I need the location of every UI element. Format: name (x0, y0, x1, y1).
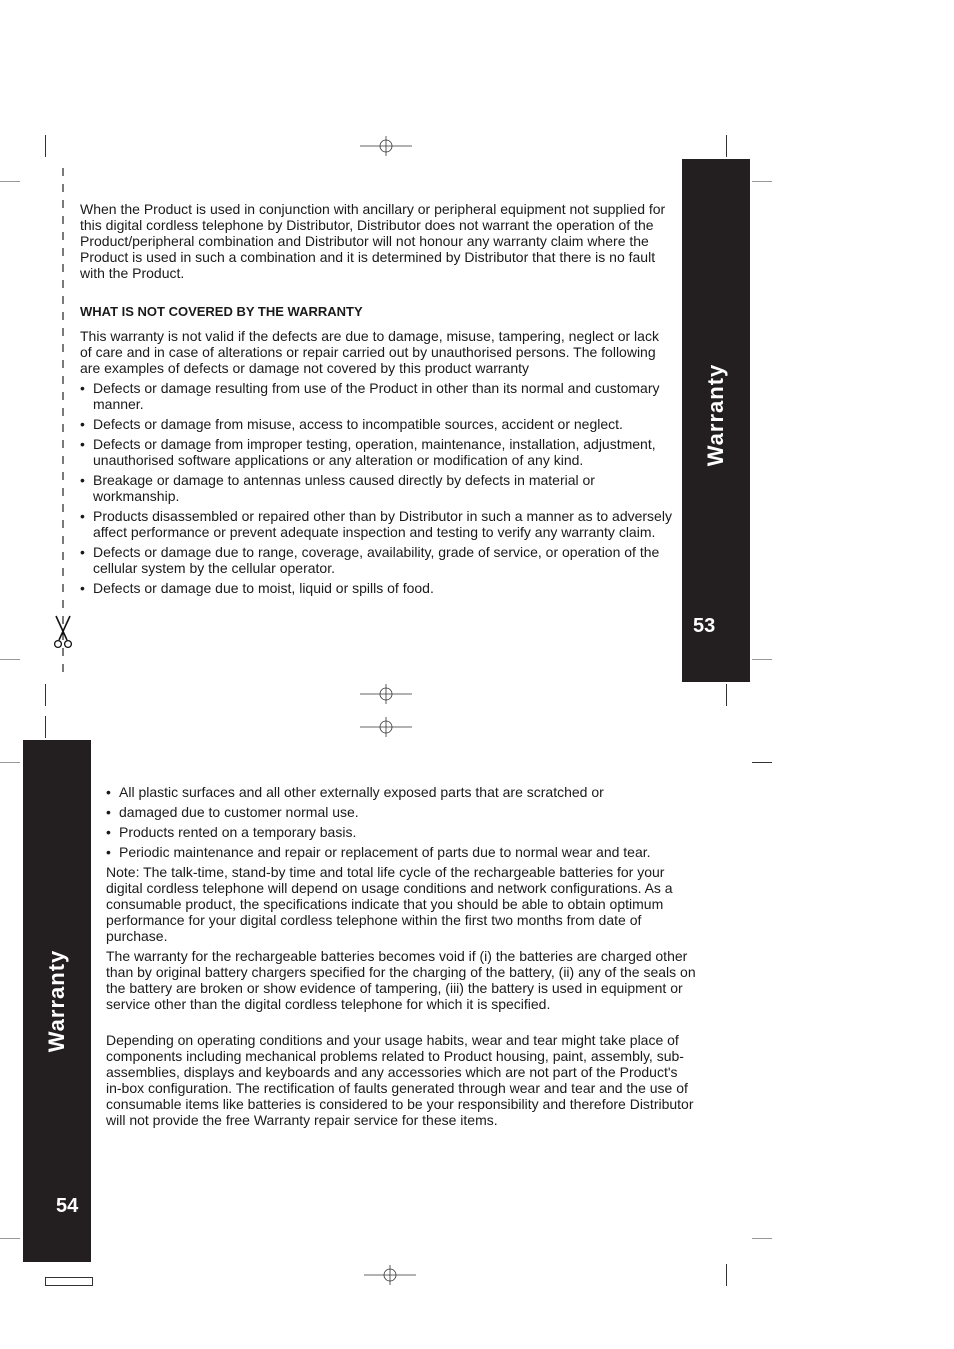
list-item: • Defects or damage due to range, coverage, availability, grade of service, or operation of the cellular system by the cellular operator. (80, 544, 672, 576)
list-item: • Breakage or damage to antennas unless caused directly by defects in material or workmanship. (80, 472, 672, 504)
list-item: • All plastic surfaces and all other externally exposed parts that are scratched or (106, 784, 698, 800)
scissors-icon (52, 614, 74, 650)
page-number: 54 (56, 1195, 79, 1217)
list-item: • Products disassembled or repaired other than by Distributor in such a manner as to adversely affect performance or prevent adequate inspection and testing to verify any warranty claim. (80, 508, 672, 540)
crop-mark (0, 1238, 20, 1239)
list-item: • Defects or damage from improper testing, operation, maintenance, installation, adjustment, unauthorised software applications or any alteration or modification of any kind. (80, 436, 672, 468)
list-item: • Defects or damage due to moist, liquid or spills of food. (80, 580, 672, 596)
crop-mark (45, 684, 46, 706)
crosshair-icon (360, 136, 412, 156)
list-item: • Defects or damage from misuse, access to incompatible sources, accident or neglect. (80, 416, 672, 432)
crop-mark (752, 762, 772, 763)
crop-mark (0, 659, 20, 660)
side-tab-54 (23, 740, 91, 1262)
color-bar (45, 1277, 93, 1286)
crop-mark (726, 1264, 727, 1286)
crop-mark (0, 762, 20, 763)
exclusion-list-continued (106, 784, 698, 864)
list-item: • damaged due to customer normal use. (106, 804, 698, 820)
crop-mark (752, 181, 772, 182)
side-tab-53 (682, 159, 750, 682)
list-item: • Products rented on a temporary basis. (106, 824, 698, 840)
list-item: • Defects or damage resulting from use of the Product in other than its normal and customary manner. (80, 380, 672, 412)
crop-mark (752, 659, 772, 660)
crop-mark (752, 1238, 772, 1239)
tab-label: Warranty (703, 363, 728, 467)
note-paragraph: Note: The talk-time, stand-by time and total life cycle of the rechargeable batteries for your digital cordless telephone will depend on usage conditions and network configurations. As a consumable product, the specifications indicate that you should be able to obtain optimum performance for your digital cordless telephone within the first two months from date of purchase. (106, 864, 673, 944)
crop-mark (726, 135, 727, 157)
battery-paragraph: The warranty for the rechargeable batteries becomes void if (i) the batteries are charged other than by original battery chargers specified for the charging of the battery, (ii) any of the seals on the battery are broken or show evidence of tampering, (iii) the battery is used in equipment or service other than the digital cordless telephone for which it is specified. (106, 948, 696, 1012)
list-item: • Periodic maintenance and repair or replacement of parts due to normal wear and tear. (106, 844, 698, 860)
exclusion-list (80, 380, 672, 600)
crop-mark (45, 716, 46, 738)
crosshair-icon (360, 717, 412, 737)
cut-line (58, 168, 68, 674)
crop-mark (45, 135, 46, 157)
crop-mark (726, 684, 727, 706)
page-number: 53 (693, 615, 716, 637)
crosshair-icon (360, 684, 412, 704)
crop-mark (0, 181, 20, 182)
tab-label: Warranty (44, 949, 69, 1053)
intro-paragraph: When the Product is used in conjunction with ancillary or peripheral equipment not supplied for this digital cordless telephone by Distributor, Distributor does not warrant the operation of the Product/peripheral combination and Distributor will not honour any warranty claim where the Product is used in such a combination and it is determined by Distributor that there is no fault with the Product. (80, 201, 666, 281)
crosshair-icon (364, 1265, 416, 1285)
wear-paragraph: Depending on operating conditions and your usage habits, wear and tear might take place of components including mechanical problems related to Product housing, paint, assembly, sub-assemblies, displays and keyboards and any accessories which are not part of the Product's in-box configuration. The rectification of faults generated through wear and tear and the use of consumable items like batteries is considered to be your responsibility and therefore Distributor will not provide the free Warranty repair service for these items. (106, 1032, 694, 1128)
section-heading: WHAT IS NOT COVERED BY THE WARRANTY (80, 304, 363, 319)
lead-paragraph: This warranty is not valid if the defects are due to damage, misuse, tampering, neglect or lack of care and in case of alterations or repair carried out by unauthorised persons. The following are examples of defects or damage not covered by this product warranty (80, 328, 659, 376)
